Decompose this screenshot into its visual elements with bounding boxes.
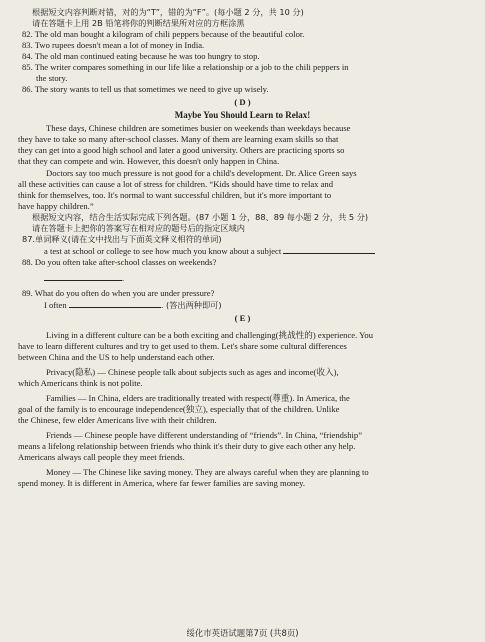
tf-question-84: 84. The old man continued eating because he was too hungry to stop. — [22, 51, 260, 61]
answer-blank-89[interactable] — [69, 299, 161, 308]
passage-e-paragraph-privacy — [18, 367, 467, 389]
text-line: which Americans think is not polite. — [18, 378, 143, 388]
text-line: have to learn different cultures and try to get used to them. Let's share some cultural differences — [18, 341, 347, 351]
question-89-prefix: I often — [44, 300, 67, 310]
text-line: Money — The Chinese like saving money. They are always careful when they are planning to — [46, 467, 369, 477]
section-e-heading: ( E ) — [234, 313, 251, 323]
text-line: have happy children.” — [18, 201, 94, 211]
text-line: they have to take so many after-school classes. Many of them are learning exam skills so that — [18, 134, 339, 144]
tf-question-85: 85. The writer compares something in our life like a relationship or a job to the chili peppers in — [22, 62, 349, 72]
text-line: Friends — Chinese people have different understanding of “friends”. In China, “friendship” — [46, 430, 363, 440]
text-line: These days, Chinese children are sometimes busier on weekends than weekdays because — [46, 123, 351, 133]
tf-question-83: 83. Two rupees doesn't mean a lot of money in India. — [22, 40, 205, 50]
instruction-line: 根据短文内容，结合生活实际完成下列各题。(87 小题 1 分，88、89 每小题 2 分，共 5 分) — [32, 212, 369, 222]
question-87-text: a test at school or college to see how much you know about a subject — [44, 246, 282, 256]
text-line: Living in a different culture can be a both exciting and challenging(挑战性的) experience. You — [46, 330, 374, 340]
question-87 — [18, 245, 467, 257]
question-88: 88. Do you often take after-school classes on weekends? — [22, 257, 217, 267]
instruction-line: 请在答题卡上用 2B 铅笔将你的判断结果所对应的方框涂黑 — [32, 18, 245, 28]
text-line: spend money. It is different in America, where far fewer families are saving money. — [18, 478, 305, 488]
text-line: Americans always call people they meet friends. — [18, 452, 185, 462]
passage-d-title: Maybe You Should Learn to Relax! — [174, 110, 311, 120]
question-88-answer: . — [18, 272, 467, 284]
question-89-answer — [18, 299, 467, 311]
passage-d-paragraph-1 — [18, 123, 467, 167]
answer-blank-88[interactable] — [44, 272, 122, 281]
question-89: 89. What do you often do when you are under pressure? — [22, 288, 215, 298]
passage-d-paragraph-2 — [18, 168, 467, 212]
instruction-line: 请在答题卡上把你的答案写在相对应的题号后的指定区域内 — [32, 223, 245, 233]
text-line: think for themselves, too. It's normal to want successful children, but it's more important to — [18, 190, 332, 200]
answer-blank-87[interactable] — [283, 245, 375, 254]
tf-question-82: 82. The old man bought a kilogram of chili peppers because of the beautiful color. — [22, 29, 305, 39]
text-line: Privacy(隐私) — Chinese people talk about subjects such as ages and income(收入), — [46, 367, 339, 377]
question-87-label: 87.单词释义(请在文中找出与下面英文释义相符的单词) — [22, 234, 222, 244]
tf-question-85-cont: the story. — [36, 73, 68, 83]
text-line: they can get into a good high school and later a good university. Others are practicing sports so — [18, 145, 345, 155]
text-line: all these activities can cause a lot of stress for children. “Kids should have time to relax and — [18, 179, 334, 189]
text-line: that they can compete and win. However, this doesn't only happen in China. — [18, 156, 280, 166]
passage-e-paragraph-friends — [18, 430, 467, 463]
text-line: Families — In China, elders are traditionally treated with respect(尊重). In America, the — [46, 393, 350, 403]
passage-e-paragraph-1 — [18, 330, 467, 363]
text-line: Doctors say too much pressure is not good for a child's development. Dr. Alice Green says — [46, 168, 357, 178]
section-d-heading: ( D ) — [234, 97, 251, 107]
passage-e-paragraph-families — [18, 393, 467, 426]
text-line: the Chinese, few elder Americans live with their children. — [18, 415, 217, 425]
question-89-suffix: . (答出两种即可) — [160, 300, 222, 310]
tf-question-86: 86. The story wants to tell us that sometimes we need to give up wisely. — [22, 84, 269, 94]
page-footer: 绥化市英语试题第7页 (共8页) — [186, 628, 299, 638]
text-line: means a lifelong relationship between friends who think it's their duty to give each other any help. — [18, 441, 356, 451]
text-line: between China and the US to help understand each other. — [18, 352, 215, 362]
text-line: goal of the family is to encourage independence(独立), especially that of the children. Unlike — [18, 404, 340, 414]
passage-e-paragraph-money — [18, 467, 467, 489]
instruction-line: 根据短文内容判断对错，对的为“T”，错的为“F”。(每小题 2 分，共 10 分) — [32, 7, 304, 17]
